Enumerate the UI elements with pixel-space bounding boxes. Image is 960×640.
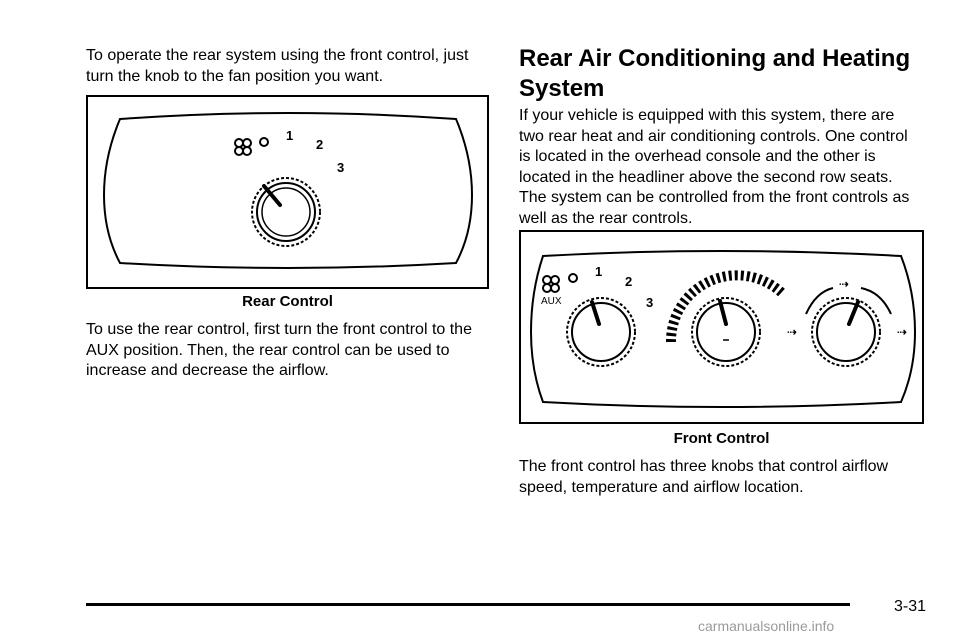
- text-line: The system can be controlled from the front controls as: [519, 189, 910, 206]
- text-line: turn the knob to the fan position you want.: [86, 67, 384, 85]
- rear-body-paragraph: [86, 320, 472, 382]
- rear-fan-knob: [252, 178, 320, 246]
- front-control-description: [519, 457, 888, 498]
- system-description: [519, 106, 909, 229]
- text-line: well as the rear controls.: [519, 209, 693, 227]
- off-indicator: [569, 274, 577, 282]
- vent-icon: ⇢: [839, 277, 850, 291]
- rear-control-illustration: [88, 97, 491, 291]
- knob-pointer: [720, 301, 726, 324]
- text-line: two rear heat and air conditioning controls. One control: [519, 127, 908, 145]
- temperature-knob: [692, 298, 760, 366]
- text-line: increase and decrease the airflow.: [86, 362, 329, 379]
- fan-icon: [235, 139, 251, 155]
- fan-setting-2: 2: [316, 137, 324, 152]
- text-line: The front control has three knobs that control airflow: [519, 458, 889, 475]
- temperature-scale-arc: [671, 275, 783, 342]
- text-line: is located in the overhead console and the other is: [519, 148, 876, 165]
- fan-setting-1: 1: [286, 128, 294, 143]
- watermark: carmanualsonline.info: [698, 618, 835, 634]
- text-line: If your vehicle is equipped with this system, there are: [519, 107, 895, 124]
- knob-pointer: [849, 302, 858, 324]
- floor-icon: ⇢: [897, 325, 908, 339]
- fan-icon: [543, 276, 559, 292]
- section-heading: [519, 44, 910, 104]
- fan-setting-3: 3: [337, 160, 345, 175]
- bi-level-icon: ⇢: [787, 325, 798, 339]
- heading-line: System: [519, 75, 605, 102]
- fan-speed-knob: [567, 298, 635, 366]
- rear-control-caption: Rear Control: [242, 293, 333, 310]
- footer-rule: [86, 603, 850, 606]
- front-control-illustration: [521, 232, 926, 426]
- knob-pointer: [592, 302, 599, 324]
- page-number: 3-31: [894, 598, 927, 615]
- fan-setting-3: 3: [646, 295, 654, 310]
- fan-setting-2: 2: [625, 274, 633, 289]
- front-control-caption: Front Control: [673, 430, 770, 447]
- text-line: To use the rear control, first turn the front control to the: [86, 321, 472, 338]
- text-line: To operate the rear system using the front control, just: [86, 47, 469, 64]
- front-control-figure: [519, 230, 924, 424]
- intro-paragraph: [86, 46, 468, 87]
- aux-label: AUX: [541, 296, 562, 307]
- text-line: AUX position. Then, the rear control can be used to: [86, 341, 450, 359]
- text-line: located in the headliner above the second row seats.: [519, 168, 893, 186]
- text-line: speed, temperature and airflow location.: [519, 478, 804, 496]
- rear-control-figure: [86, 95, 489, 289]
- off-indicator: [260, 138, 268, 146]
- fan-setting-1: 1: [595, 264, 603, 279]
- heading-line: Rear Air Conditioning and Heating: [519, 45, 911, 72]
- airflow-mode-knob: [812, 298, 880, 366]
